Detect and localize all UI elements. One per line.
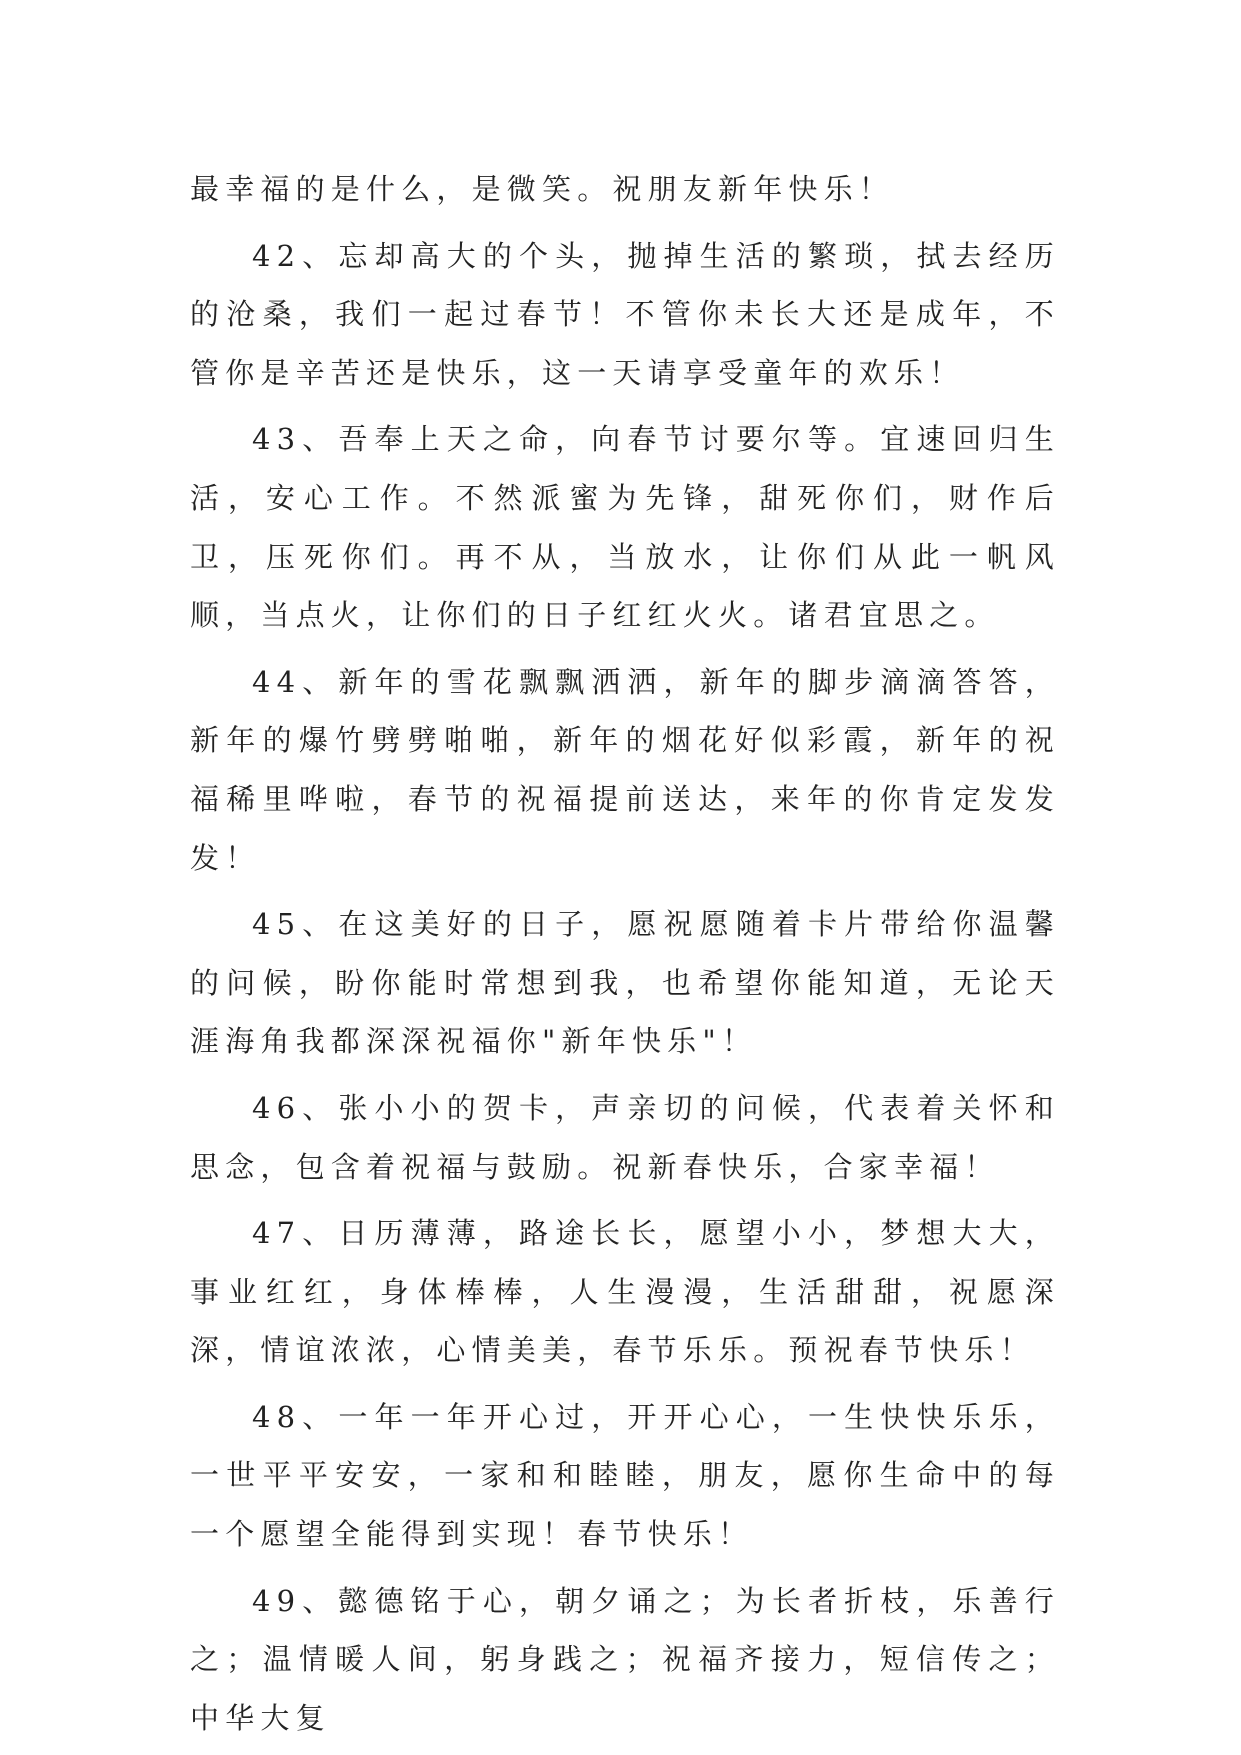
paragraph-49: 49、懿德铭于心，朝夕诵之；为长者折枝，乐善行之；温情暖人间，躬身践之；祝福齐接力，短信传之；中华大复 (190, 1583, 1060, 1735)
paragraph-46: 46、张小小的贺卡，声亲切的问候，代表着关怀和思念，包含着祝福与鼓励。祝新春快乐，合家幸福！ (190, 1090, 1060, 1184)
paragraph-45: 45、在这美好的日子，愿祝愿随着卡片带给你温馨的问候，盼你能时常想到我，也希望你能知道，无论天涯海角我都深深祝福你"新年快乐"！ (190, 907, 1060, 1059)
paragraph-48: 48、一年一年开心过，开开心心，一生快快乐乐，一世平平安安，一家和和睦睦，朋友，愿你生命中的每一个愿望全能得到实现！春节快乐！ (190, 1399, 1060, 1552)
paragraph-47: 47、日历薄薄，路途长长，愿望小小，梦想大大，事业红红，身体棒棒，人生漫漫，生活甜甜，祝愿深深，情谊浓浓，心情美美，春节乐乐。预祝春节快乐！ (190, 1216, 1060, 1368)
paragraph-42: 42、忘却高大的个头，抛掉生活的繁琐，拭去经历的沧桑，我们一起过春节！不管你未长大还是成年，不管你是辛苦还是快乐，这一天请享受童年的欢乐！ (190, 238, 1060, 390)
document-body (190, 160, 1060, 1755)
paragraph-43: 43、吾奉上天之命，向春节讨要尔等。宜速回归生活，安心工作。不然派蜜为先锋，甜死你们，财作后卫，压死你们。再不从，当放水，让你们从此一帆风顺，当点火，让你们的日子红红火火。诸君宜思之。 (190, 422, 1060, 633)
paragraph-continuation: 最幸福的是什么，是微笑。祝朋友新年快乐！ (190, 172, 895, 206)
paragraph-44: 44、新年的雪花飘飘洒洒，新年的脚步滴滴答答，新年的爆竹劈劈啪啪，新年的烟花好似彩霞，新年的祝福稀里哗啦，春节的祝福提前送达，来年的你肯定发发发！ (190, 664, 1060, 875)
